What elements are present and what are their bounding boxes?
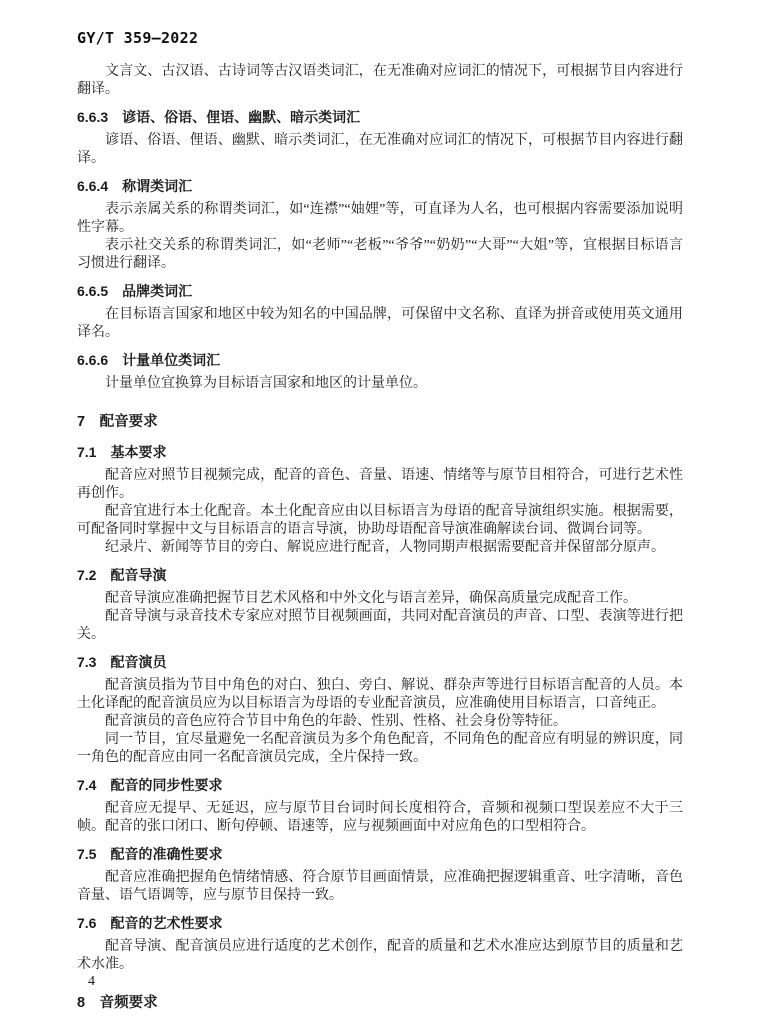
heading-7-6-artistry: 7.6 配音的艺术性要求 — [77, 915, 223, 931]
paragraph-director-1: 配音导演应准确把握节目艺术风格和中外文化与语言差异，确保高质量完成配音工作。 — [105, 591, 637, 606]
paragraph-voice-actors-3: 同一节目，宜尽量避免一名配音演员为多个角色配音，不同角色的配音应有明显的辨识度，同一角色的配音应由同一名配音演员完成，全片保持一致。 — [77, 732, 683, 765]
heading-6-6-5-brands: 6.6.5 品牌类词汇 — [77, 283, 193, 299]
paragraph-voice-actors-2: 配音演员的音色应符合节目中角色的年龄、性别、性格、社会身份等特征。 — [105, 714, 567, 729]
paragraph-artistry: 配音导演、配音演员应进行适度的艺术创作，配音的质量和艺术水准应达到原节目的质量和艺术水准。 — [77, 939, 683, 972]
heading-7-2-dubbing-director: 7.2 配音导演 — [77, 567, 167, 583]
page-number: 4 — [88, 974, 95, 989]
heading-6-6-3-proverbs: 6.6.3 谚语、俗语、俚语、幽默、暗示类词汇 — [77, 109, 361, 125]
paragraph-director-2: 配音导演与录音技术专家应对照节目视频画面，共同对配音演员的声音、口型、表演等进行把关。 — [77, 609, 683, 642]
paragraph-kinship-appellations: 表示亲属关系的称谓类词汇，如“连襟”“妯娌”等，可直译为人名，也可根据内容需要添加说明性字幕。 — [77, 202, 683, 235]
paragraph-dubbing-basic-3: 纪录片、新闻等节目的旁白、解说应进行配音，人物同期声根据需要配音并保留部分原声。 — [105, 540, 665, 555]
paragraph-social-appellations: 表示社交关系的称谓类词汇，如“老师”“老板”“爷爷”“奶奶”“大哥”“大姐”等，宜根据目标语言习惯进行翻译。 — [77, 238, 683, 271]
paragraph-dubbing-basic-2: 配音宜进行本土化配音。本土化配音应由以目标语言为母语的配音导演组织实施。根据需要，可配备同时掌握中文与目标语言的语言导演，协助母语配音导演准确解读台词、微调台词等。 — [77, 504, 683, 537]
running-header: GY/T 359—2022 — [77, 29, 199, 47]
heading-7-5-accuracy: 7.5 配音的准确性要求 — [77, 846, 223, 862]
paragraph-dubbing-basic-1: 配音应对照节目视频完成，配音的音色、音量、语速、情绪等与原节目相符合，可进行艺术性再创作。 — [77, 468, 683, 501]
heading-7-4-synchronization: 7.4 配音的同步性要求 — [77, 777, 223, 793]
paragraph-classical-vocab: 文言文、古汉语、古诗词等古汉语类词汇，在无准确对应词汇的情况下，可根据节目内容进行翻译。 — [77, 64, 683, 97]
heading-7-1-basic-requirements: 7.1 基本要求 — [77, 444, 167, 460]
paragraph-brands: 在目标语言国家和地区中较为知名的中国品牌，可保留中文名称、直译为拼音或使用英文通用译名。 — [77, 307, 683, 340]
paragraph-units: 计量单位宜换算为目标语言国家和地区的计量单位。 — [105, 376, 427, 391]
heading-6-6-4-appellations: 6.6.4 称谓类词汇 — [77, 178, 193, 194]
paragraph-proverbs: 谚语、俗语、俚语、幽默、暗示类词汇，在无准确对应词汇的情况下，可根据节目内容进行翻译。 — [77, 133, 683, 166]
heading-7-3-voice-actors: 7.3 配音演员 — [77, 654, 167, 670]
paragraph-synchronization: 配音应无提早、无延迟，应与原节目台词时间长度相符合，音频和视频口型误差应不大于三帧。配音的张口闭口、断句停顿、语速等，应与视频画面中对应角色的口型相符合。 — [77, 801, 683, 834]
document-body — [77, 63, 683, 1012]
chapter-8-audio-requirements: 8 音频要求 — [77, 995, 158, 1011]
paragraph-accuracy: 配音应准确把握角色情绪情感、符合原节目画面情景，应准确把握逻辑重音、吐字清晰，音色音量、语气语调等，应与原节目保持一致。 — [77, 870, 683, 903]
paragraph-voice-actors-1: 配音演员指为节目中角色的对白、独白、旁白、解说、群杂声等进行目标语言配音的人员。本土化译配的配音演员应为以目标语言为母语的专业配音演员，应准确使用目标语言，口音纯正。 — [77, 678, 683, 711]
heading-6-6-6-units: 6.6.6 计量单位类词汇 — [77, 352, 221, 368]
chapter-7-dubbing-requirements: 7 配音要求 — [77, 414, 158, 430]
